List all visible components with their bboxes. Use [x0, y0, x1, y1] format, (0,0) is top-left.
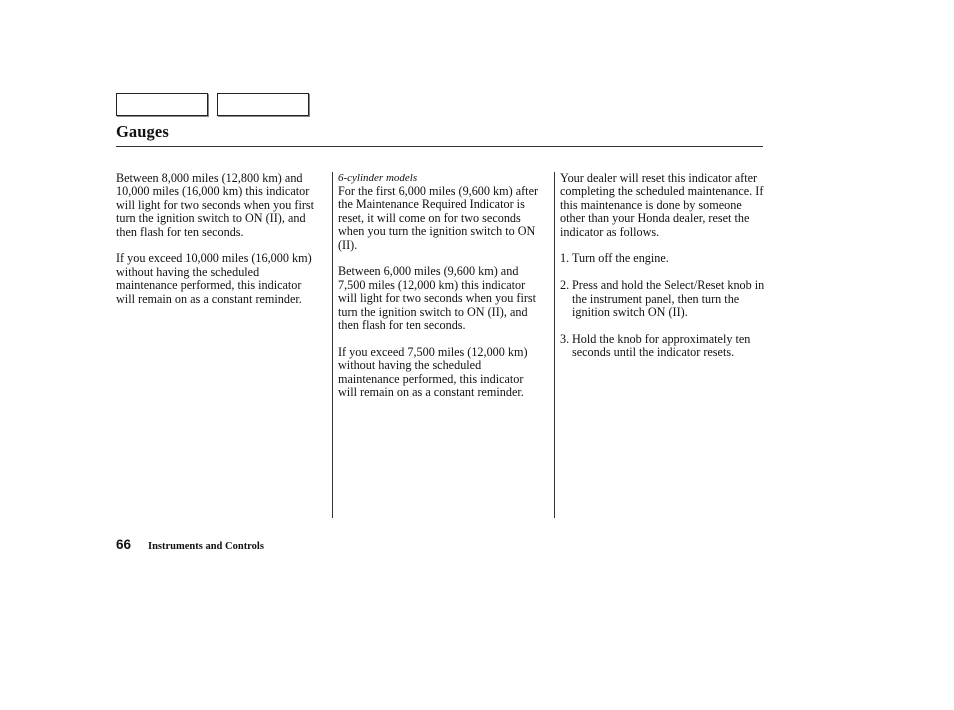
page-title: Gauges — [116, 122, 169, 141]
footer-section-title: Instruments and Controls — [148, 541, 264, 552]
column-3 — [560, 172, 766, 373]
step-text: Hold the knob for approximately ten seconds until the indicator resets. — [572, 331, 751, 360]
title-divider — [116, 146, 763, 147]
steps-list — [560, 252, 766, 359]
step-number: 3. — [560, 331, 570, 346]
list-item — [560, 252, 766, 265]
list-item — [560, 333, 766, 360]
model-label: 6-cylinder models — [338, 172, 418, 184]
paragraph: Between 8,000 miles (12,800 km) and 10,000 miles (16,000 km) this indicator will light for two seconds when you first turn the ignition switch to ON (II), and then flash for ten seconds. — [116, 171, 315, 239]
column-divider — [332, 172, 333, 518]
paragraph: For the first 6,000 miles (9,600 km) after the Maintenance Required Indicator is reset, it will come on for two seconds when you turn the ignition switch to ON (II). — [338, 184, 539, 252]
paragraph: If you exceed 7,500 miles (12,000 km) without having the scheduled maintenance performed, this indicator will remain on as a constant reminder. — [338, 344, 528, 400]
column-1 — [116, 172, 321, 319]
nav-box-right[interactable] — [217, 93, 309, 116]
step-text: Press and hold the Select/Reset knob in the instrument panel, then turn the ignition switch ON (II). — [572, 278, 765, 320]
page-number: 66 — [116, 537, 132, 552]
step-number: 1. — [560, 251, 570, 266]
column-2 — [338, 172, 543, 413]
paragraph: If you exceed 10,000 miles (16,000 km) without having the scheduled maintenance performed, this indicator will remain on as a constant reminder. — [116, 251, 312, 306]
list-item — [560, 279, 766, 319]
step-text: Turn off the engine. — [572, 251, 669, 266]
step-number: 2. — [560, 278, 570, 293]
paragraph: Between 6,000 miles (9,600 km) and 7,500 miles (12,000 km) this indicator will light for two seconds when you first turn the ignition switch to ON (II), and then flash for ten seconds. — [338, 264, 537, 333]
column-divider — [554, 172, 555, 518]
nav-box-left[interactable] — [116, 93, 208, 116]
paragraph: Your dealer will reset this indicator after completing the scheduled maintenance. If this maintenance is done by someone other than your Honda dealer, reset the indicator as follows. — [560, 171, 764, 239]
